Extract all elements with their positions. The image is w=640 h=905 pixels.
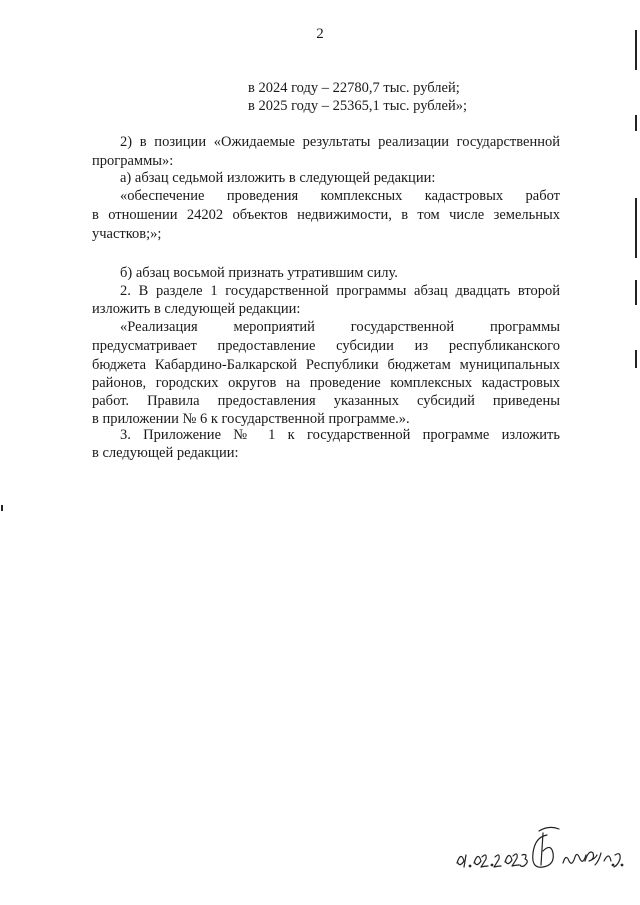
scan-edge-mark (635, 280, 637, 305)
paragraph-item-2a: а) абзац седьмой изложить в следующей редакции: (120, 170, 436, 186)
quote-2-line-4: районов, городских округов на проведение комплексных кадастровых (92, 375, 560, 391)
paragraph-point-2-line-1: 2. В разделе 1 государственной программы абзац двадцать второй (120, 283, 560, 299)
quote-1-line-1: «обеспечение проведения комплексных кадастровых работ (120, 188, 560, 204)
scan-edge-mark (1, 505, 3, 511)
budget-line-2024: в 2024 году – 22780,7 тыс. рублей; (248, 80, 460, 96)
quote-2-line-2: предусматривает предоставление субсидии из республиканского (92, 338, 560, 354)
quote-2-line-1: «Реализация мероприятий государственной программы (120, 319, 560, 335)
scan-edge-mark (635, 350, 637, 368)
scan-edge-mark (635, 30, 637, 70)
paragraph-point-3-line-2: в следующей редакции: (92, 445, 239, 461)
quote-2-line-3: бюджета Кабардино-Балкарской Республики бюджетам муниципальных (92, 357, 560, 373)
paragraph-point-3-line-1: 3. Приложение № 1 к государственной программе изложить (120, 427, 560, 443)
quote-1-line-3: участков;»; (92, 226, 162, 242)
quote-1-line-2: в отношении 24202 объектов недвижимости, в том числе земельных (92, 207, 560, 223)
scan-edge-mark (635, 198, 637, 258)
scan-edge-mark (635, 115, 637, 131)
page-number: 2 (316, 26, 324, 42)
paragraph-item-2b: б) абзац восьмой признать утратившим силу. (120, 265, 398, 281)
paragraph-item-2-line-2: программы»: (92, 153, 174, 169)
budget-line-2025: в 2025 году – 25365,1 тыс. рублей»; (248, 98, 468, 114)
quote-2-line-6: в приложении № 6 к государственной программе.». (92, 411, 410, 427)
paragraph-point-2-line-2: изложить в следующей редакции: (92, 301, 301, 317)
handwritten-signature (455, 825, 625, 875)
paragraph-item-2-line-1: 2) в позиции «Ожидаемые результаты реализации государственной (120, 134, 560, 150)
quote-2-line-5: работ. Правила предоставления указанных субсидий приведены (92, 393, 560, 409)
